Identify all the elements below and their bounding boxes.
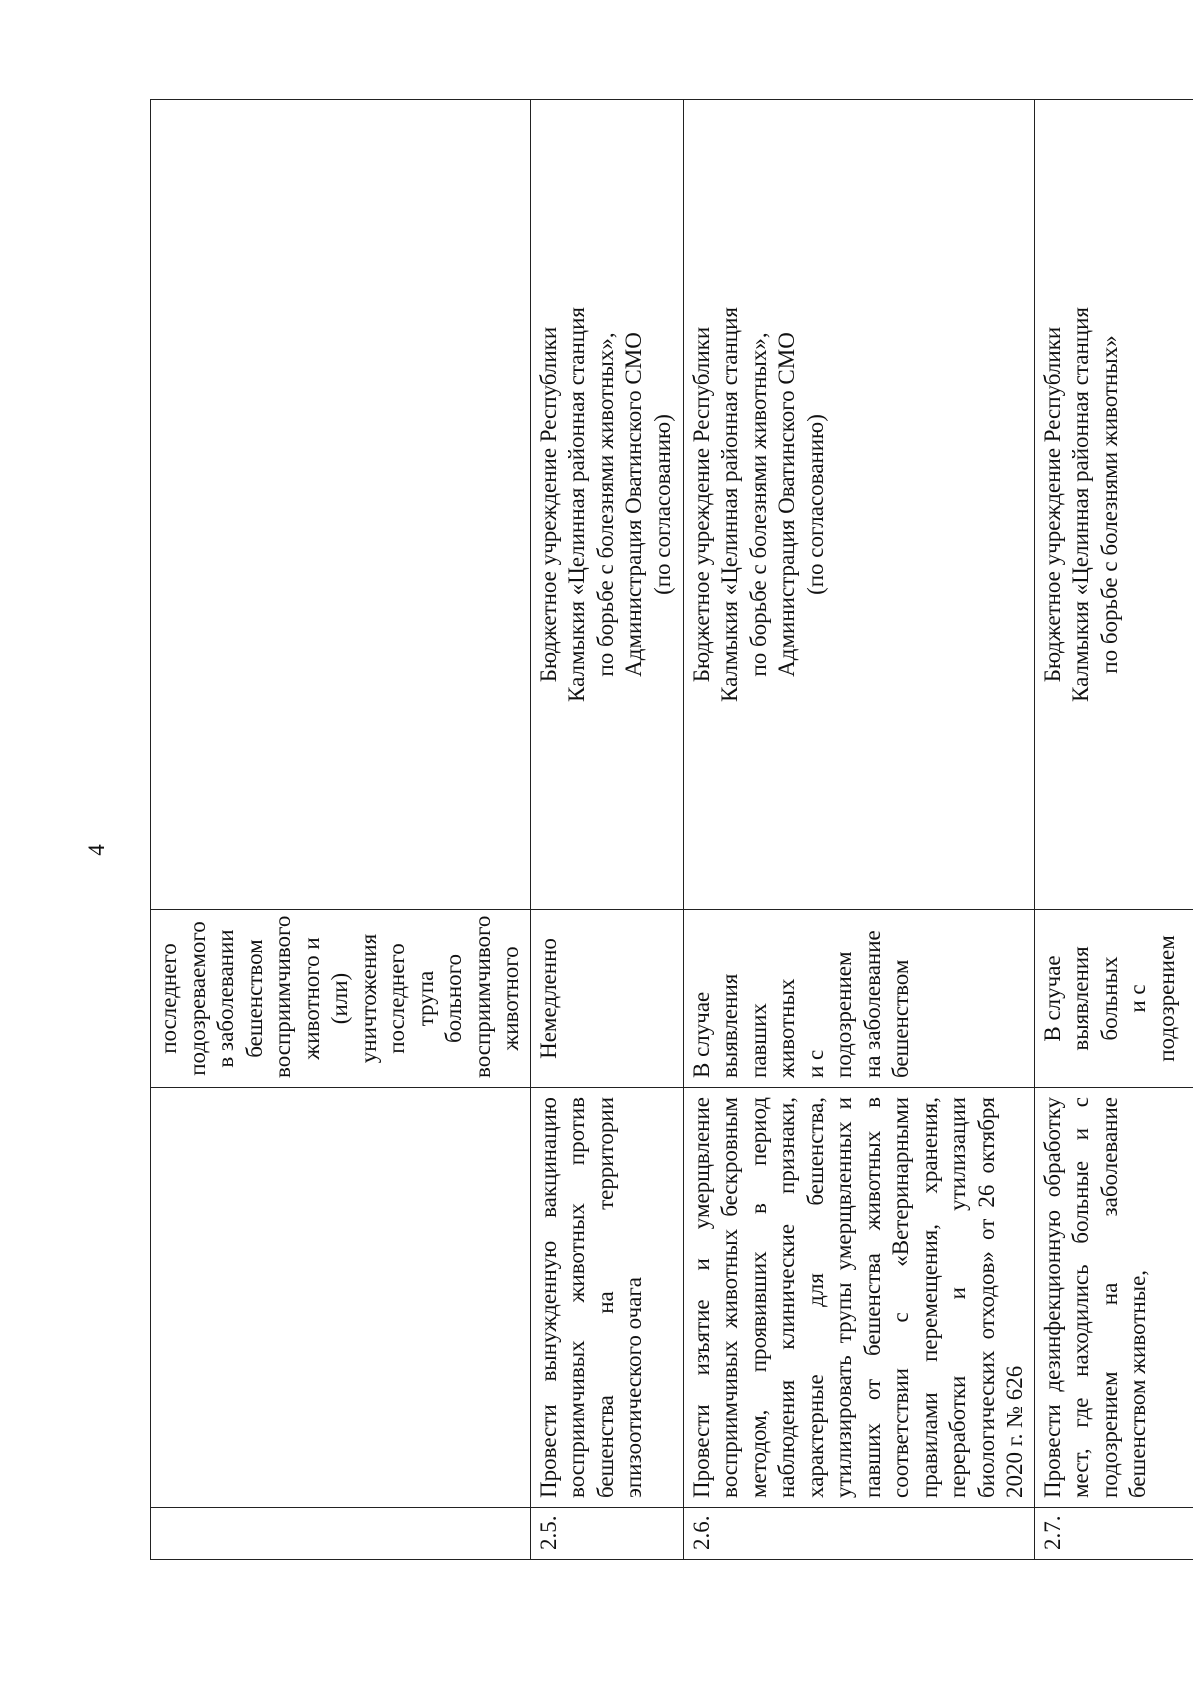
row-number	[151, 1508, 531, 1560]
measures-table	[150, 99, 1193, 1560]
responsible-cell	[151, 100, 531, 910]
responsible-cell: Бюджетное учреждение Республики Калмыкия «Целинная районная станция по борьбе с болезнями животных», Администрация Оватинского СМО (по согласованию)	[683, 100, 1034, 910]
table-row	[683, 100, 1034, 1560]
row-number: 2.7.	[1034, 1508, 1193, 1560]
table-row-continuation	[151, 100, 531, 1560]
action-cell: Провести изъятие и умерщвление восприимчивых животных бескровным методом, проявивших в период наблюдения клинические признаки, характерные для бешенства, утилизировать трупы умерщвленных и павших от бешенства животных в соответствии с «Ветеринарными правилами перемещения, хранения, переработки и утилизации биологических отходов» от 26 октября 2020 г. № 626	[683, 1088, 1034, 1508]
table-row	[530, 100, 683, 1560]
timing-cell: В случае выявления павших животных и с подозрением на заболевание бешенством	[683, 910, 1034, 1088]
timing-cell: В случае выявления больных и с подозрением	[1034, 910, 1193, 1088]
page-number: 4	[84, 844, 109, 856]
timing-cell: Немедленно	[530, 910, 683, 1088]
responsible-cell: Бюджетное учреждение Республики Калмыкия «Целинная районная станция по борьбе с болезнями животных», Администрация Оватинского СМО (по согласованию)	[530, 100, 683, 910]
row-number: 2.6.	[683, 1508, 1034, 1560]
action-cell: Провести вынужденную вакцинацию восприимчивых животных против бешенства на территории эпизоотического очага	[530, 1088, 683, 1508]
rotated-table-container	[150, 100, 1179, 1560]
responsible-cell: Бюджетное учреждение Республики Калмыкия «Целинная районная станция по борьбе с болезнями животных»	[1034, 100, 1193, 910]
row-number: 2.5.	[530, 1508, 683, 1560]
table-row	[1034, 100, 1193, 1560]
timing-cell: последнего подозреваемого в заболевании бешенством восприимчивого животного и (или) уничтожения последнего трупа больного восприимчивого животного	[151, 910, 531, 1088]
action-cell: Провести дезинфекционную обработку мест, где находились больные и с подозрением на заболевание бешенством животные,	[1034, 1088, 1193, 1508]
action-cell	[151, 1088, 531, 1508]
